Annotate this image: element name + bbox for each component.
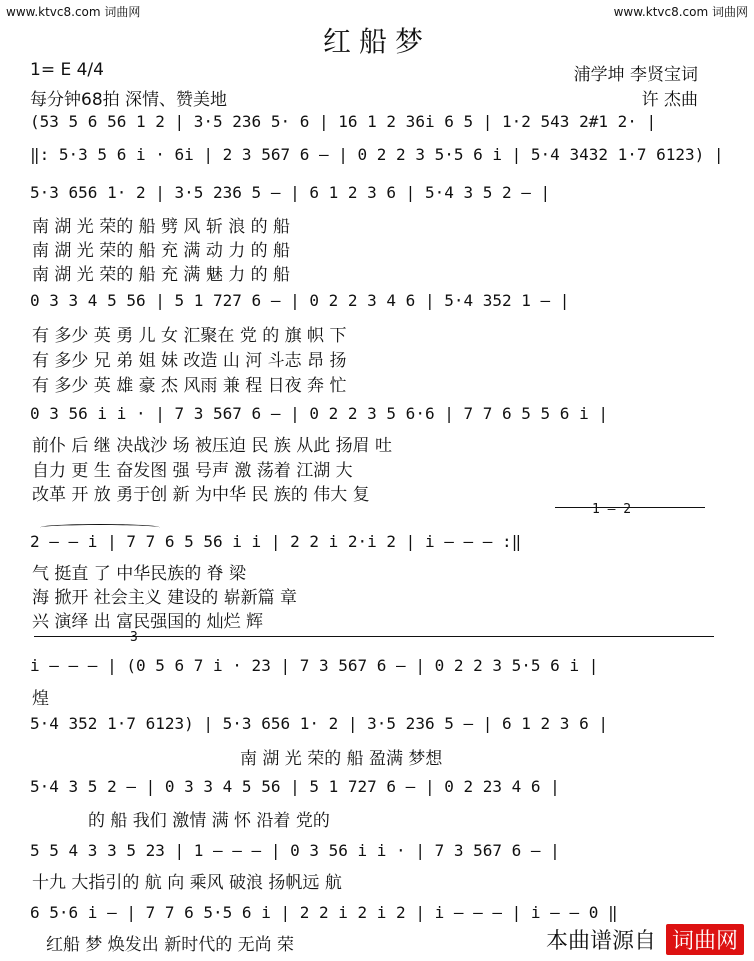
- lyric-row: 有 多少 兄 弟 姐 妹 改造 山 河 斗志 昂 扬: [32, 351, 347, 371]
- site-watermark-left: www.ktvc8.com 词曲网: [6, 5, 141, 19]
- notation-row: 2 – – i | 7 7 6 5 56 i i | 2 2 i 2·i 2 | i – – – :‖: [30, 532, 522, 551]
- notation-row: 0 3 3 4 5 56 | 5 1 727 6 – | 0 2 2 3 4 6 | 5·4 352 1 – |: [30, 291, 570, 310]
- volta-label: 1 – 2: [592, 502, 632, 517]
- notation-row: 5·3 656 1· 2 | 3·5 236 5 – | 6 1 2 3 6 | 5·4 3 5 2 – |: [30, 183, 551, 202]
- composer: 许 杰曲: [641, 90, 698, 110]
- lyric-row: 南 湖 光 荣的 船 充 满 动 力 的 船: [32, 241, 291, 261]
- lyric-row: 南 湖 光 荣的 船 充 满 魅 力 的 船: [32, 265, 291, 285]
- lyric-row: 自力 更 生 奋发图 强 号声 激 荡着 江湖 大: [32, 461, 353, 481]
- brand-logo: 词曲网: [666, 924, 744, 955]
- tempo-marking: 每分钟68拍 深情、赞美地: [30, 90, 228, 110]
- notation-row: ‖: 5·3 5 6 i · 6i | 2 3 567 6 – | 0 2 2 3 5·5 6 i | 5·4 3432 1·7 6123) |: [30, 145, 724, 164]
- lyric-row: 改革 开 放 勇于创 新 为中华 民 族的 伟大 复: [32, 485, 370, 505]
- brand-source-text: 本曲谱源自: [545, 929, 656, 954]
- tie-arc: [40, 524, 160, 531]
- notation-row: (53 5 6 56 1 2 | 3·5 236 5· 6 | 16 1 2 36i 6 5 | 1·2 543 2#1 2· |: [30, 112, 657, 131]
- lyric-row: 十九 大指引的 航 向 乘风 破浪 扬帆远 航: [32, 873, 342, 893]
- notation-row: 5·4 352 1·7 6123) | 5·3 656 1· 2 | 3·5 236 5 – | 6 1 2 3 6 |: [30, 714, 608, 733]
- song-title: 红船梦: [322, 25, 431, 58]
- lyric-row: 有 多少 英 雄 豪 杰 风雨 兼 程 日夜 奔 忙: [32, 376, 347, 396]
- notation-row: 5·4 3 5 2 – | 0 3 3 4 5 56 | 5 1 727 6 – | 0 2 23 4 6 |: [30, 777, 560, 796]
- lyricists: 浦学坤 李贤宝词: [573, 65, 698, 85]
- key-time-signature: 1= E 4/4: [30, 60, 104, 80]
- notation-row: i – – – | (0 5 6 7 i · 23 | 7 3 567 6 – | 0 2 2 3 5·5 6 i |: [30, 656, 599, 675]
- lyric-row: 南 湖 光 荣的 船 劈 风 斩 浪 的 船: [32, 217, 291, 237]
- footer-brand: [546, 924, 744, 955]
- lyric-row: 气 挺直 了 中华民族的 脊 梁: [32, 564, 247, 584]
- notation-row: 0 3 56 i i · | 7 3 567 6 – | 0 2 2 3 5 6·6 | 7 7 6 5 5 6 i |: [30, 404, 608, 423]
- lyric-row: 煌: [32, 689, 49, 709]
- lyric-row: 有 多少 英 勇 儿 女 汇聚在 党 的 旗 帜 下: [32, 326, 347, 346]
- lyric-row: 海 掀开 社会主义 建设的 崭新篇 章: [32, 588, 298, 608]
- site-watermark-right: www.ktvc8.com 词曲网: [613, 5, 748, 19]
- notation-row: 5 5 4 3 3 5 23 | 1 – – – | 0 3 56 i i · | 7 3 567 6 – |: [30, 841, 560, 860]
- triplet-label: 3: [130, 630, 138, 645]
- lyric-row: 南 湖 光 荣的 船 盈满 梦想: [240, 749, 443, 769]
- notation-row: 6 5·6 i – | 7 7 6 5·5 6 i | 2 2 i 2 i 2 | i – – – | i – – 0 ‖: [30, 903, 618, 922]
- lyric-row: 红船 梦 焕发出 新时代的 无尚 荣: [46, 935, 295, 955]
- lyric-row: 兴 演绎 出 富民强国的 灿烂 辉: [32, 612, 264, 632]
- lyric-row: 的 船 我们 激情 满 怀 沿着 党的: [88, 811, 330, 831]
- lyric-row: 前仆 后 继 决战沙 场 被压迫 民 族 从此 扬眉 吐: [32, 436, 393, 456]
